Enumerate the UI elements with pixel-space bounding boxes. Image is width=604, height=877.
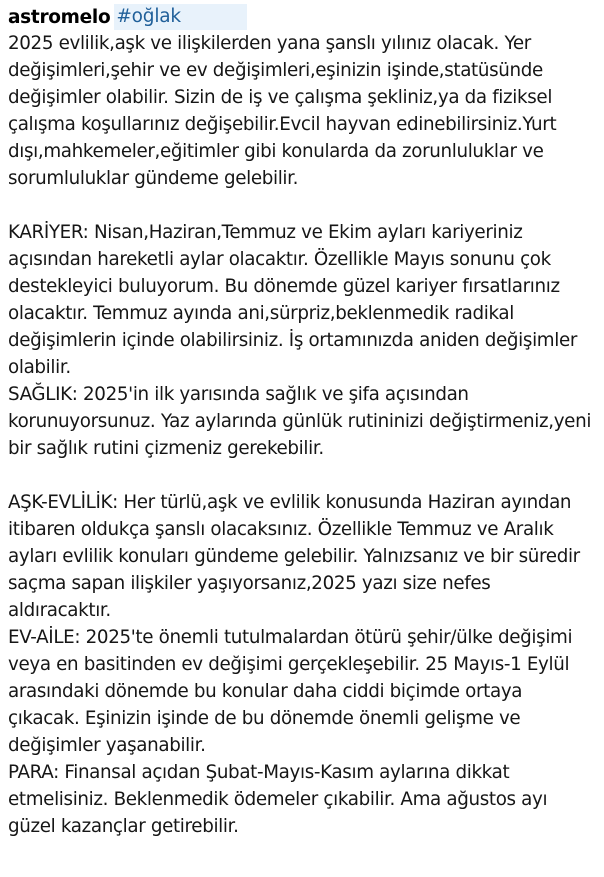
caption-love: AŞK-EVLİLİK: Her türlü,aşk ve evlilik konusunda Haziran ayından itibaren oldukça şanslı olacaksınız. Özellikle Temmuz ve Aralık ayları evlilik konuları gündeme gelebilir. Yalnızsanız ve bir süredir saçma sapan ilişkiler yaşıyorsanız,2025 yazı size nefes aldıracaktır.	[8, 492, 580, 621]
caption-intro: 2025 evlilik,aşk ve ilişkilerden yana şanslı yılınız olacak. Yer değişimleri,şehir ve ev değişimleri,eşinizin işinde,statüsünde değişimler olabilir. Sizin de iş ve çalışma şekliniz,ya da fiziksel çalışma koşullarınız değişebilir.Evcil hayvan edinebilirsiniz.Yurt dışı,mahkemeler,eğitimler gibi konularda da zorunluluklar ve sorumluluklar gündeme gelebilir.	[8, 33, 557, 189]
caption-home: EV-AİLE: 2025'te önemli tutulmalardan ötürü şehir/ülke değişimi veya en basitinden ev değişimi gerçekleşebilir. 25 Mayıs-1 Eylül arasındaki dönemde bu konular daha ciddi biçimde ortaya çıkacak. Eşinizin işinde de bu dönemde önemli gelişme ve değişimler yaşanabilir.	[8, 627, 573, 756]
paragraph-gap	[8, 192, 596, 219]
paragraph-gap	[8, 462, 596, 489]
post-header	[8, 4, 596, 30]
caption-health: SAĞLIK: 2025'in ilk yarısında sağlık ve şifa açısından korunuyorsunuz. Yaz aylarında günlük rutininizi değiştirmeniz,yeni bir sağlık rutini çizmeniz gerekebilir.	[8, 384, 592, 459]
username-link[interactable]: astromelo	[8, 6, 111, 28]
caption-text	[8, 30, 596, 840]
caption-career: KARİYER: Nisan,Haziran,Temmuz ve Ekim ayları kariyeriniz açısından hareketli aylar olacaktır. Özellikle Mayıs sonunu çok destekleyici buluyorum. Bu dönemde güzel kariyer fırsatlarınız olacaktır. Temmuz ayında ani,sürpriz,beklenmedik radikal değişimlerin içinde olabilirsiniz. İş ortamınızda aniden değişimler olabilir.	[8, 222, 578, 378]
caption-money: PARA: Finansal açıdan Şubat-Mayıs-Kasım aylarına dikkat etmelisiniz. Beklenmedik ödemeler çıkabilir. Ama ağustos ayı güzel kazançlar getirebilir.	[8, 762, 548, 837]
hashtag-link[interactable]: #oğlak	[114, 4, 247, 30]
